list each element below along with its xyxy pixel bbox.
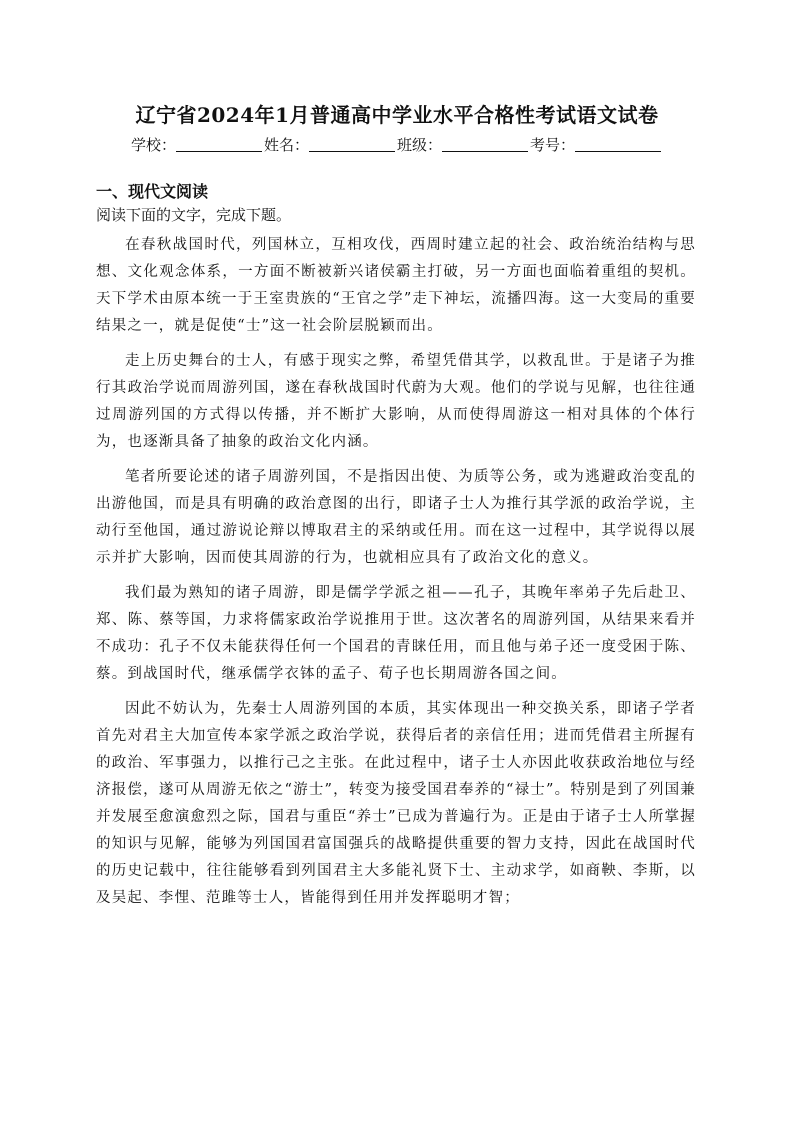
school-label: 学校： bbox=[130, 136, 176, 154]
name-label: 姓名： bbox=[263, 136, 309, 154]
class-field bbox=[397, 133, 530, 157]
exam-number-field bbox=[530, 133, 663, 157]
reading-passage bbox=[96, 232, 696, 920]
passage-paragraph: 我们最为熟知的诸子周游，即是儒学学派之祖——孔子，其晚年率弟子先后赴卫、郑、陈、蔡等国，力求将儒家政治学说推用于世。这次著名的周游列国，从结果来看并不成功：孔子不仅未能获得任何一个国君的青睐任用，而且他与弟子还一度受困于陈、蔡。到战国时代，继承儒学衣钵的孟子、荀子也长期周游各国之间。 bbox=[96, 585, 696, 682]
section-heading: 一、现代文阅读 bbox=[96, 182, 209, 201]
passage-paragraph: 在春秋战国时代，列国林立，互相攻伐，西周时建立起的社会、政治统治结构与思想、文化观念体系，一方面不断被新兴诸侯霸主打破，另一方面也面临着重组的契机。天下学术由原本统一于王室贵族的“王官之学”走下神坛，流播四海。这一大变局的重要结果之一，就是促使“士”这一社会阶层脱颖而出。 bbox=[96, 237, 696, 334]
class-blank bbox=[442, 135, 528, 152]
class-label: 班级： bbox=[397, 136, 443, 154]
reading-instruction: 阅读下面的文字，完成下题。 bbox=[96, 206, 292, 224]
school-field bbox=[131, 133, 264, 157]
school-blank bbox=[176, 135, 262, 152]
passage-paragraph: 因此不妨认为，先秦士人周游列国的本质，其实体现出一种交换关系，即诸子学者首先对君主大加宣传本家学派之政治学说，获得后者的亲信任用；进而凭借君主所握有的政治、军事强力，以推行己之主张。在此过程中，诸子士人亦因此收获政治地位与经济报偿，遂可从周游无依之“游士”，转变为接受国君奉养的“禄士”。特别是到了列国兼并发展至愈演愈烈之际，国君与重臣“养士”已成为普遍行为。正是由于诸子士人所掌握的知识与见解，能够为列国国君富国强兵的战略提供重要的智力支持，因此在战国时代的历史记载中，往往能够看到列国君主大多能礼贤下士、主动求学，如商鞅、李斯，以及吴起、李悝、范雎等士人，皆能得到任用并发挥聪明才智； bbox=[96, 701, 696, 906]
student-info-row bbox=[0, 133, 794, 157]
name-blank bbox=[309, 135, 395, 152]
exam-number-label: 考号： bbox=[530, 136, 576, 154]
name-field bbox=[264, 133, 397, 157]
exam-number-blank bbox=[575, 135, 661, 152]
exam-title: 辽宁省2024年1月普通高中学业水平合格性考试语文试卷 bbox=[135, 103, 659, 127]
passage-paragraph: 走上历史舞台的士人，有感于现实之弊，希望凭借其学，以救乱世。于是诸子为推行其政治学说而周游列国，遂在春秋战国时代蔚为大观。他们的学说与见解，也往往通过周游列国的方式得以传播，并不断扩大影响，从而使得周游这一相对具体的个体行为，也逐渐具备了抽象的政治文化内涵。 bbox=[96, 353, 696, 450]
passage-paragraph: 笔者所要论述的诸子周游列国，不是指因出使、为质等公务，或为逃避政治变乱的出游他国，而是具有明确的政治意图的出行，即诸子士人为推行其学派的政治学说，主动行至他国，通过游说论辩以博取君主的采纳或任用。而在这一过程中，其学说得以展示并扩大影响，因而使其周游的行为，也就相应具有了政治文化的意义。 bbox=[96, 469, 696, 566]
